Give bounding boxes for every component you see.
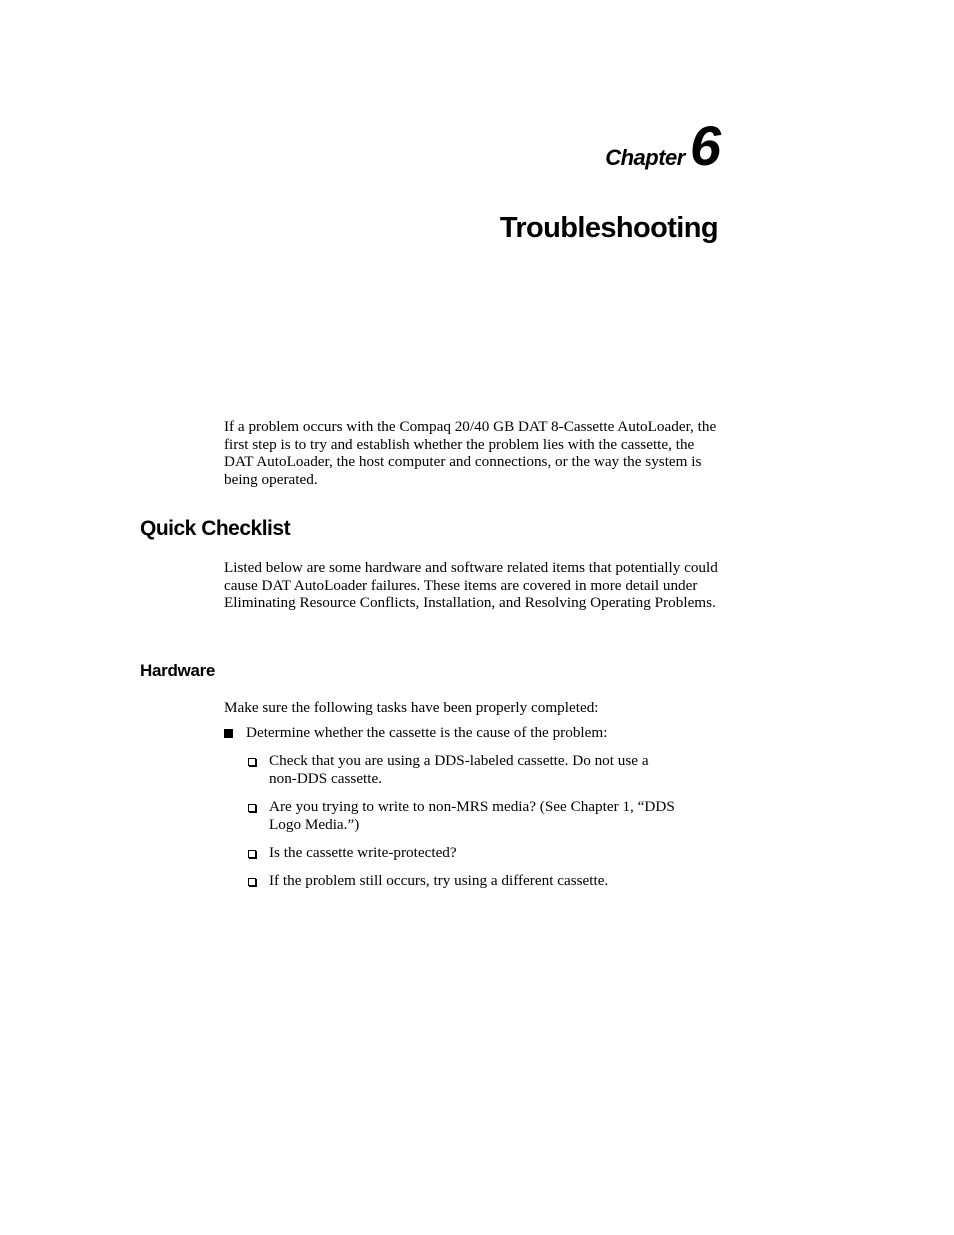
checkbox-square-icon [248, 850, 256, 858]
checkbox-list-item [248, 798, 698, 833]
checkbox-list-item [248, 844, 698, 862]
checkbox-square-icon [248, 758, 256, 766]
hardware-intro: Make sure the following tasks have been properly completed: [224, 699, 599, 716]
checkbox-item-text: If the problem still occurs, try using a different cassette. [269, 872, 609, 889]
line-1: Are you trying to write to non-MRS media? (See Chapter 1, “DDS [269, 798, 675, 815]
quick-checklist-paragraph: Listed below are some hardware and software related items that potentially could cause DAT AutoLoader failures. These items are covered in more detail under Eliminating Resource Conflicts, Installation, and Resolving Operating Problems. [224, 559, 718, 612]
checkbox-list-item [248, 872, 698, 890]
checkbox-square-icon [248, 878, 256, 886]
intro-paragraph: If a problem occurs with the Compaq 20/40 GB DAT 8-Cassette AutoLoader, the first step is to try and establish whether the problem lies with the cassette, the DAT AutoLoader, the host computer and connections, or the way the system is being operated. [224, 418, 717, 488]
line-2: Logo Media.”) [269, 815, 360, 833]
checkbox-item-text [269, 752, 689, 787]
quick-checklist-heading: Quick Checklist [140, 517, 291, 540]
list-item-bullet [224, 724, 724, 742]
chapter-word: Chapter [605, 145, 685, 170]
hardware-heading: Hardware [140, 661, 216, 680]
chapter-label [605, 114, 720, 177]
filled-square-bullet-icon [224, 729, 233, 738]
line-2: non-DDS cassette. [269, 769, 383, 787]
checkbox-item-text: Is the cassette write-protected? [269, 844, 457, 861]
line-1: Check that you are using a DDS-labeled cassette. Do not use a [269, 752, 649, 769]
bullet-text: Determine whether the cassette is the cause of the problem: [246, 724, 608, 741]
chapter-number: 6 [689, 114, 720, 177]
checkbox-list-item [248, 752, 698, 787]
checkbox-item-text [269, 798, 689, 833]
checkbox-square-icon [248, 804, 256, 812]
page-title: Troubleshooting [499, 212, 718, 244]
